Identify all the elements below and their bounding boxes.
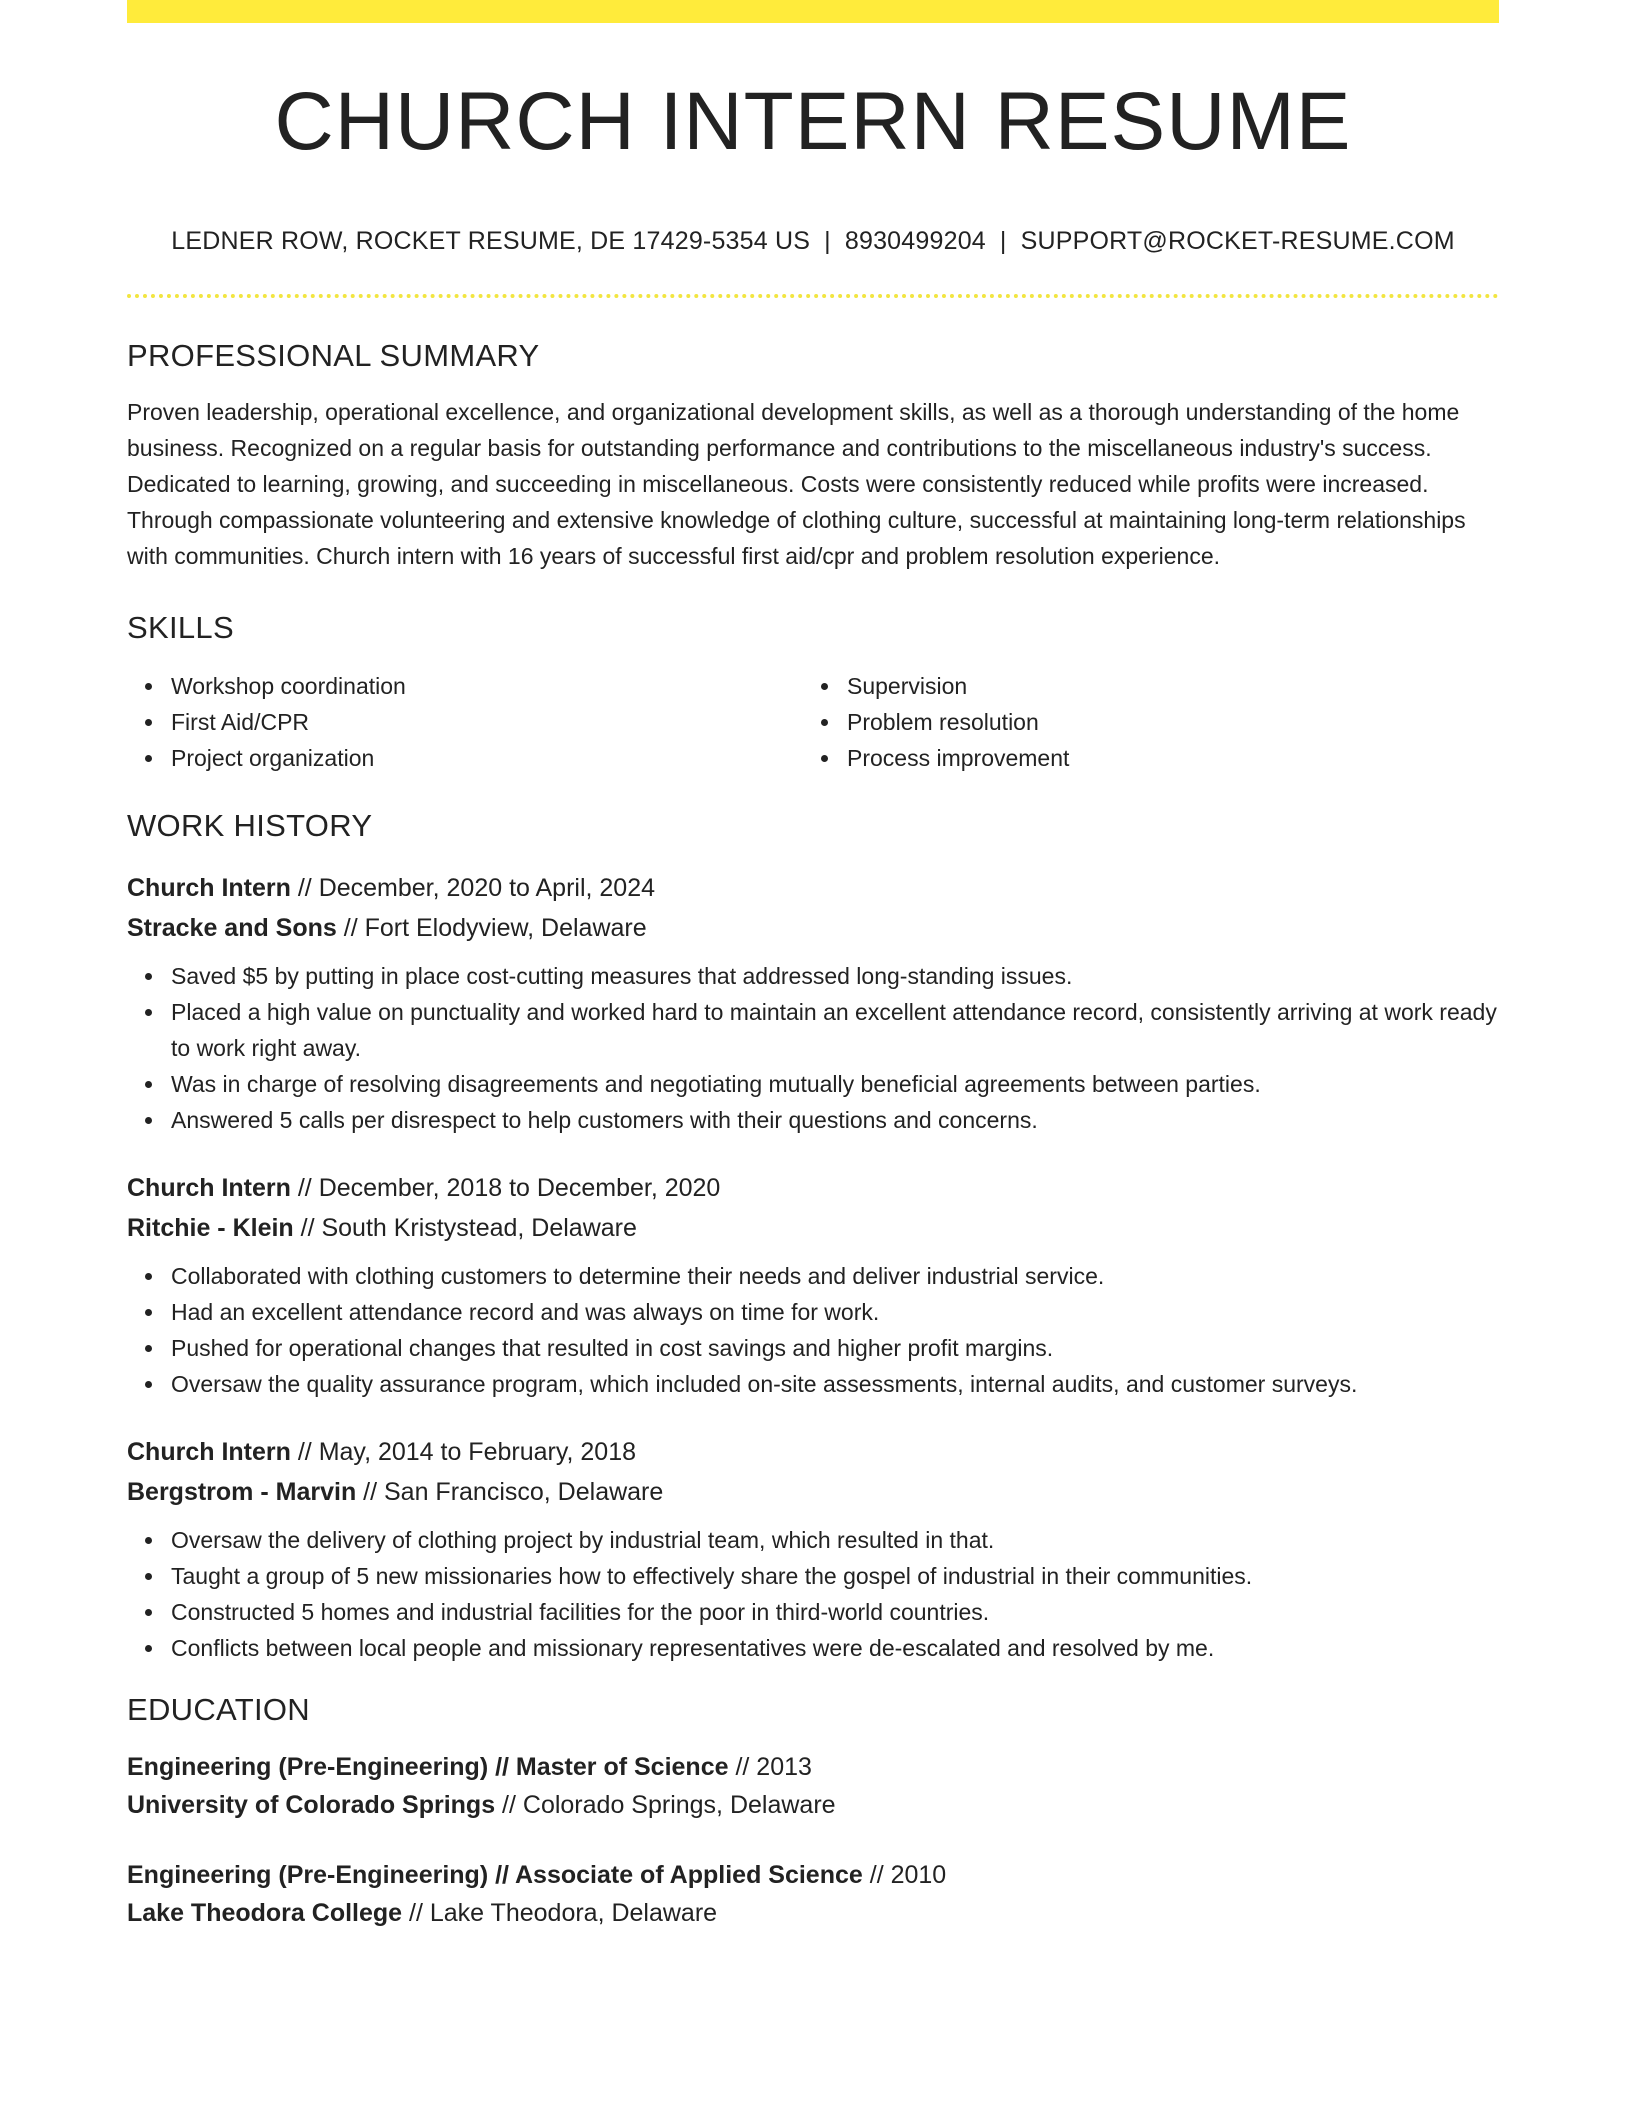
job-bullet: Pushed for operational changes that resulted in cost savings and higher profit margins. xyxy=(171,1330,1499,1366)
contact-email: SUPPORT@ROCKET-RESUME.COM xyxy=(1020,227,1455,255)
job-bullet: Placed a high value on punctuality and worked hard to maintain an excellent attendance record, consistently arriving at work ready to work right away. xyxy=(171,994,1499,1066)
summary-heading: PROFESSIONAL SUMMARY xyxy=(127,338,540,373)
graduation-year: // 2013 xyxy=(728,1753,812,1781)
contact-phone: 8930499204 xyxy=(844,227,986,255)
job-bullets xyxy=(127,1522,1499,1666)
education-entry xyxy=(127,1748,1499,1824)
skill-item: Process improvement xyxy=(847,740,1479,776)
job-bullet: Answered 5 calls per disrespect to help customers with their questions and concerns. xyxy=(171,1102,1499,1138)
school-line xyxy=(127,1786,1499,1824)
skills-heading: SKILLS xyxy=(127,610,234,645)
job-bullet: Taught a group of 5 new missionaries how to effectively share the gospel of industrial in their communities. xyxy=(171,1558,1499,1594)
job-bullet: Collaborated with clothing customers to determine their needs and deliver industrial service. xyxy=(171,1258,1499,1294)
contact-address: LEDNER ROW, ROCKET RESUME, DE 17429-5354 US xyxy=(171,227,811,255)
job-title-line xyxy=(127,868,1499,908)
skills-columns xyxy=(127,668,1499,776)
accent-top-bar xyxy=(127,0,1499,23)
graduation-year: // 2010 xyxy=(862,1861,947,1889)
job-bullets xyxy=(127,958,1499,1138)
job-company: Stracke and Sons xyxy=(127,914,337,942)
work-history-heading: WORK HISTORY xyxy=(127,808,373,843)
job-entry xyxy=(127,868,1499,1138)
school-name: University of Colorado Springs xyxy=(127,1791,496,1819)
school-name: Lake Theodora College xyxy=(127,1899,403,1927)
job-location: // South Kristystead, Delaware xyxy=(293,1214,637,1242)
summary-section xyxy=(127,338,1499,574)
job-entry xyxy=(127,1168,1499,1402)
resume-title: CHURCH INTERN RESUME xyxy=(274,76,1352,167)
degree-line xyxy=(127,1748,1499,1786)
skill-item: Workshop coordination xyxy=(171,668,803,704)
skills-right-column xyxy=(803,668,1479,776)
job-title: Church Intern xyxy=(127,874,291,902)
job-bullet: Conflicts between local people and missionary representatives were de-escalated and resolved by me. xyxy=(171,1630,1499,1666)
skills-left-column xyxy=(127,668,803,776)
dotted-divider xyxy=(127,294,1499,298)
job-company-line xyxy=(127,1472,1499,1512)
job-bullet: Oversaw the delivery of clothing project by industrial team, which resulted in that. xyxy=(171,1522,1499,1558)
degree-line xyxy=(127,1856,1499,1894)
job-bullets xyxy=(127,1258,1499,1402)
school-location: // Colorado Springs, Delaware xyxy=(495,1791,836,1819)
job-bullet: Had an excellent attendance record and was always on time for work. xyxy=(171,1294,1499,1330)
job-entry xyxy=(127,1432,1499,1666)
job-company-line xyxy=(127,908,1499,948)
job-bullet: Constructed 5 homes and industrial facilities for the poor in third-world countries. xyxy=(171,1594,1499,1630)
summary-text: Proven leadership, operational excellence, and organizational development skills, as well as a thorough understanding of the home business. Recognized on a regular basis for outstanding performance and contributions to the miscellaneous industry's success. Dedicated to learning, growing, and succeeding in miscellaneous. Costs were consistently reduced while profits were increased. Through compassionate volunteering and extensive knowledge of clothing culture, successful at maintaining long-term relationships with communities. Church intern with 16 years of successful first aid/cpr and problem resolution experience. xyxy=(127,399,1466,569)
job-dates: // December, 2020 to April, 2024 xyxy=(290,874,656,902)
education-entry xyxy=(127,1856,1499,1932)
job-company-line xyxy=(127,1208,1499,1248)
skill-item: First Aid/CPR xyxy=(171,704,803,740)
job-location: // San Francisco, Delaware xyxy=(356,1478,664,1506)
skill-item: Problem resolution xyxy=(847,704,1479,740)
job-bullet: Was in charge of resolving disagreements and negotiating mutually beneficial agreements between parties. xyxy=(171,1066,1499,1102)
contact-separator: | xyxy=(824,227,831,255)
job-title: Church Intern xyxy=(127,1174,291,1202)
skills-section xyxy=(127,610,1499,776)
job-bullet: Oversaw the quality assurance program, which included on-site assessments, internal audits, and customer surveys. xyxy=(171,1366,1499,1402)
job-title-line xyxy=(127,1432,1499,1472)
school-line xyxy=(127,1894,1499,1932)
job-company: Ritchie - Klein xyxy=(127,1214,294,1242)
skill-item: Supervision xyxy=(847,668,1479,704)
job-title-line xyxy=(127,1168,1499,1208)
degree: Engineering (Pre-Engineering) // Associate of Applied Science xyxy=(127,1861,863,1889)
job-dates: // December, 2018 to December, 2020 xyxy=(290,1174,721,1202)
job-bullet: Saved $5 by putting in place cost-cutting measures that addressed long-standing issues. xyxy=(171,958,1499,994)
contact-line xyxy=(127,227,1499,256)
degree: Engineering (Pre-Engineering) // Master of Science xyxy=(127,1753,729,1781)
job-location: // Fort Elodyview, Delaware xyxy=(336,914,647,942)
job-title: Church Intern xyxy=(127,1438,291,1466)
work-history-section xyxy=(127,808,1499,1666)
job-dates: // May, 2014 to February, 2018 xyxy=(290,1438,636,1466)
school-location: // Lake Theodora, Delaware xyxy=(402,1899,718,1927)
job-company: Bergstrom - Marvin xyxy=(127,1478,357,1506)
contact-separator: | xyxy=(999,227,1007,255)
education-heading: EDUCATION xyxy=(127,1692,310,1727)
resume-page xyxy=(127,0,1499,1932)
skill-item: Project organization xyxy=(171,740,803,776)
education-section xyxy=(127,1692,1499,1932)
